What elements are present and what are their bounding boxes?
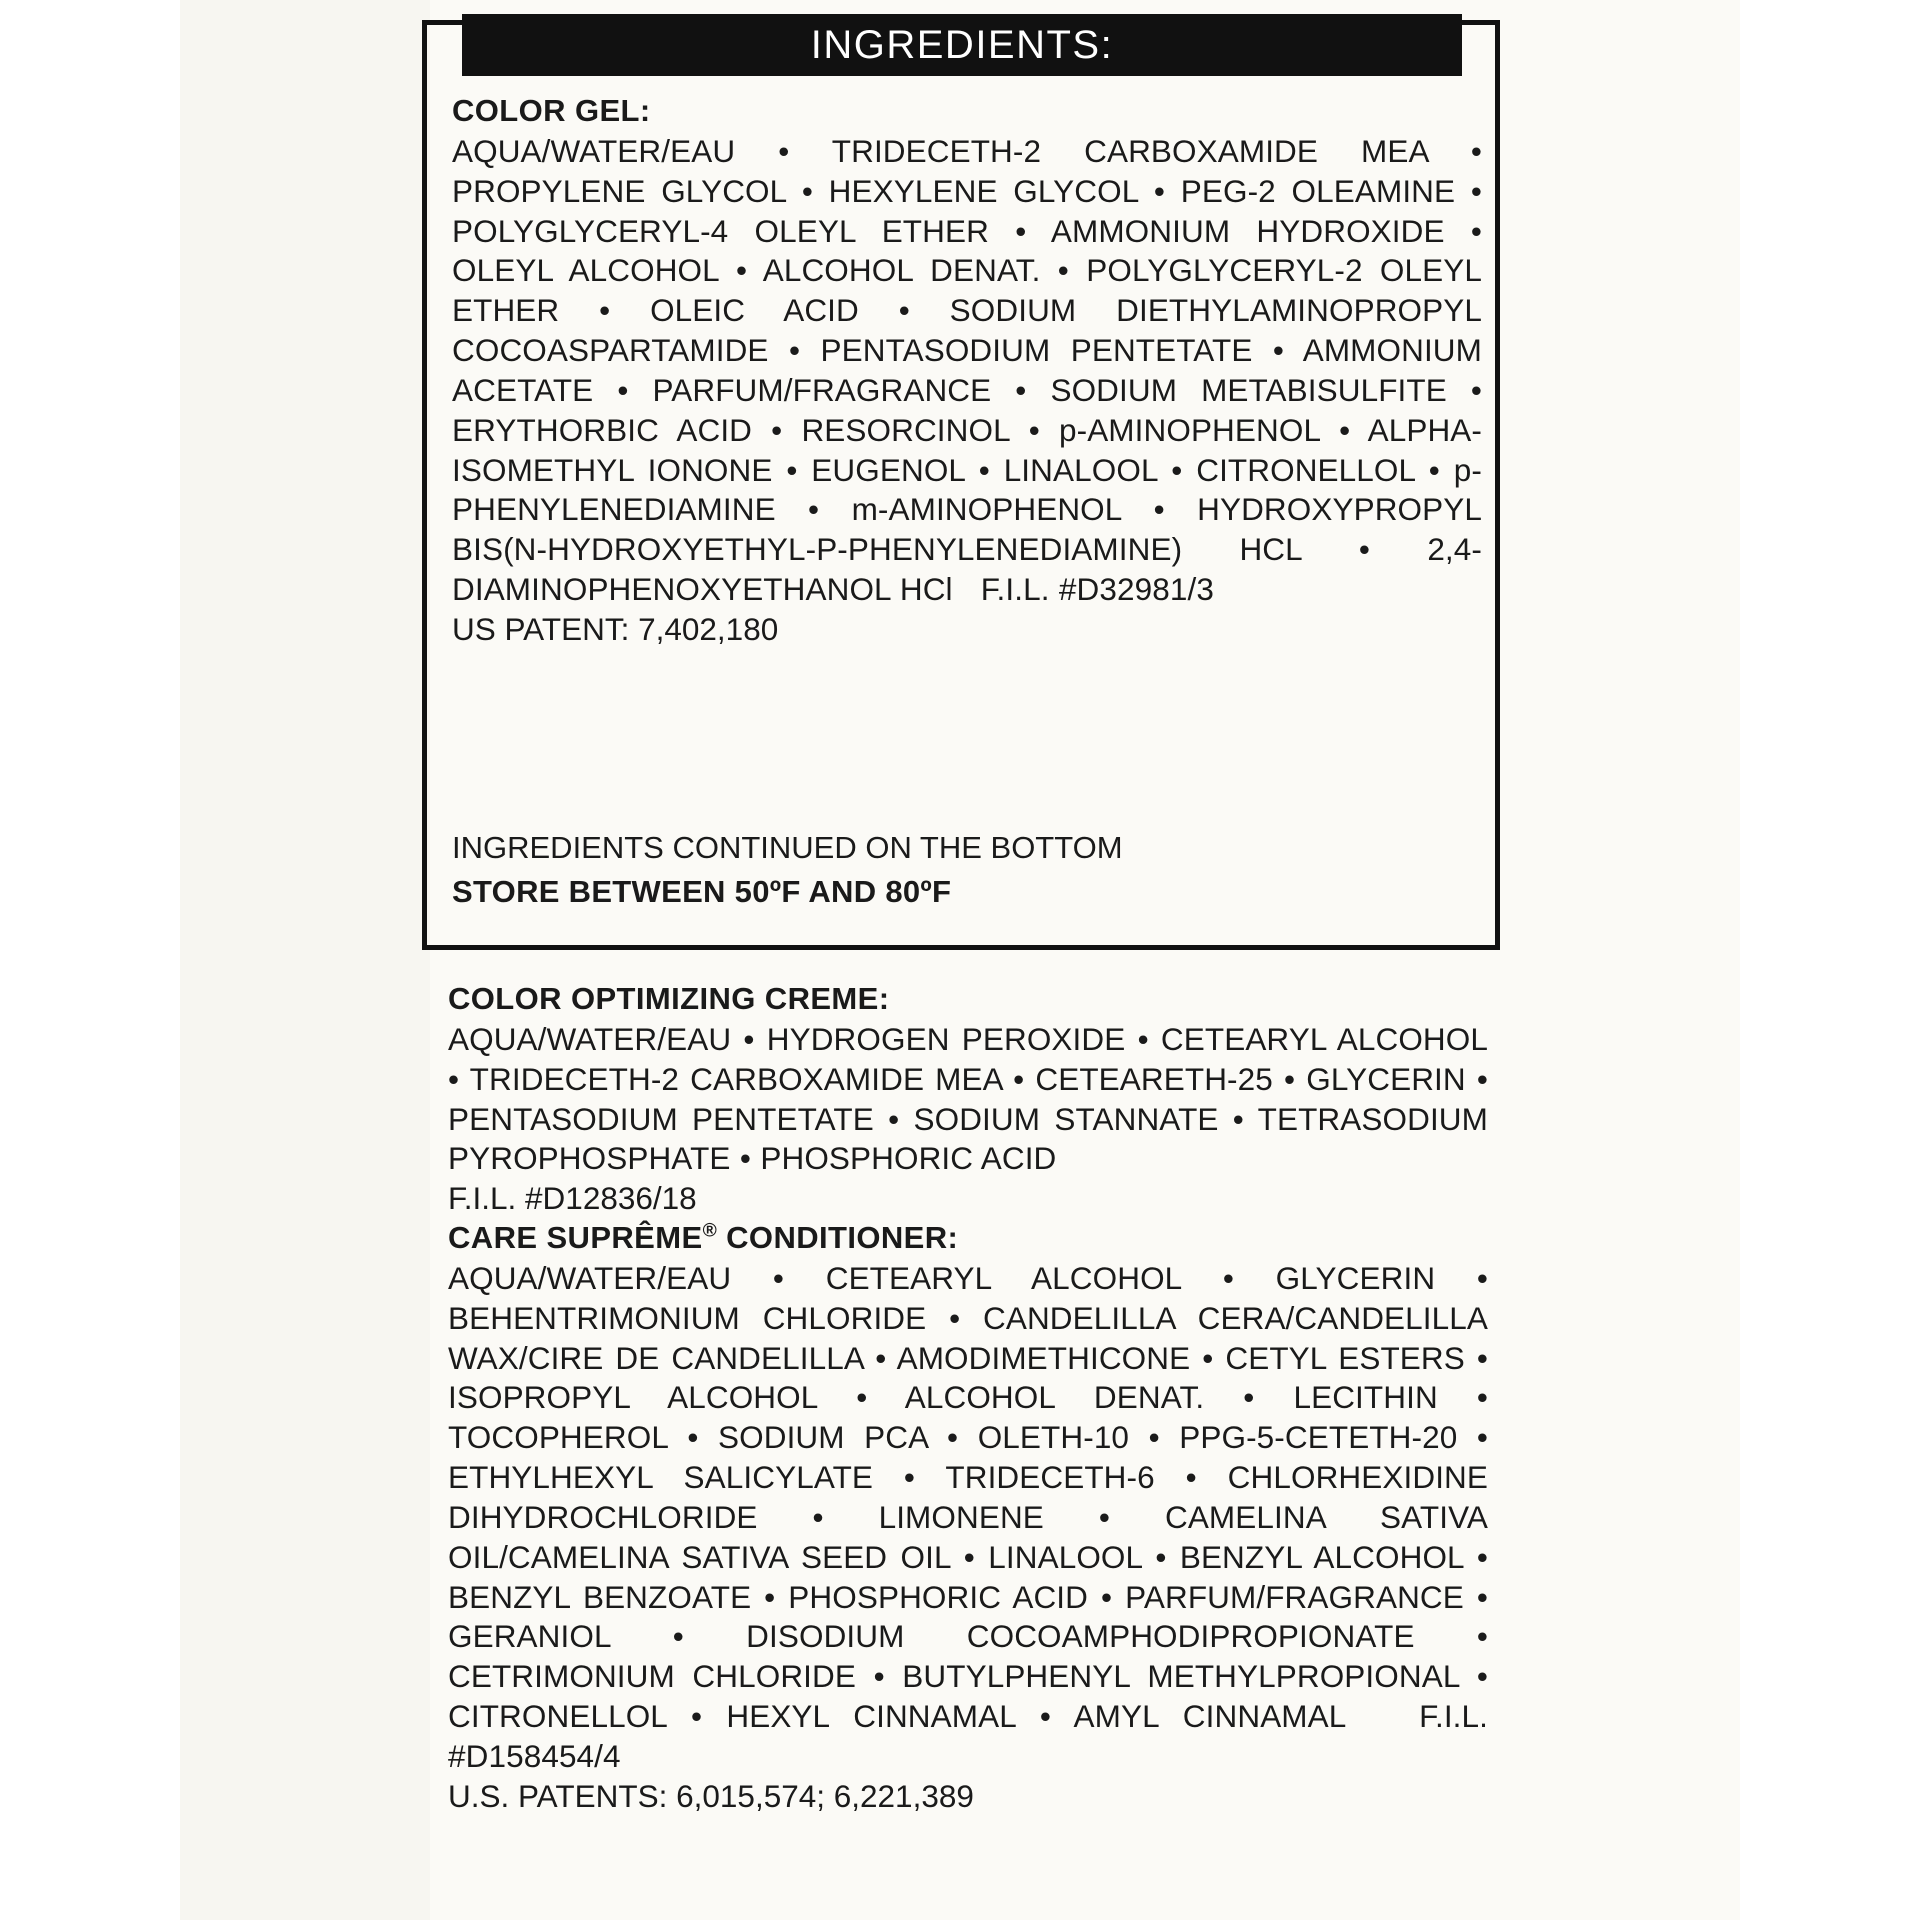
care-supreme-title-post: CONDITIONER: xyxy=(717,1220,959,1256)
storage-instruction: STORE BETWEEN 50ºF AND 80ºF xyxy=(452,874,952,909)
ingredients-panel-header xyxy=(462,14,1462,76)
color-optimizing-creme-section xyxy=(448,980,1488,1219)
ingredients-continued-note: INGREDIENTS CONTINUED ON THE BOTTOM xyxy=(452,830,1123,865)
color-optimizing-creme-ingredients: AQUA/WATER/EAU • HYDROGEN PEROXIDE • CETEARYL ALCOHOL • TRIDECETH-2 CARBOXAMIDE MEA • CETEARETH-25 • GLYCERIN • PENTASODIUM PENTETATE • SODIUM STANNATE • TETRASODIUM PYROPHOSPHATE • PHOSPHORIC ACID xyxy=(448,1020,1488,1177)
care-supreme-conditioner-section xyxy=(448,1219,1488,1817)
care-supreme-conditioner-patents: U.S. PATENTS: 6,015,574; 6,221,389 xyxy=(448,1777,974,1814)
color-gel-ingredients: AQUA/WATER/EAU • TRIDECETH-2 CARBOXAMIDE MEA • PROPYLENE GLYCOL • HEXYLENE GLYCOL • PEG-2 OLEAMINE • POLYGLYCERYL-4 OLEYL ETHER • AMMONIUM HYDROXIDE • OLEYL ALCOHOL • ALCOHOL DENAT. • POLYGLYCERYL-2 OLEYL ETHER • OLEIC ACID • SODIUM DIETHYLAMINOPROPYL COCOASPARTAMIDE • PENTASODIUM PENTETATE • AMMONIUM ACETATE • PARFUM/FRAGRANCE • SODIUM METABISULFITE • ERYTHORBIC ACID • RESORCINOL • p-AMINOPHENOL • ALPHA-ISOMETHYL IONONE • EUGENOL • LINALOOL • CITRONELLOL • p-PHENYLENEDIAMINE • m-AMINOPHENOL • HYDROXYPROPYL BIS(N-HYDROXYETHYL-P-PHENYLENEDIAMINE) HCL • 2,4-DIAMINOPHENOXYETHANOL HCl F.I.L. #D32981/3 xyxy=(452,132,1482,608)
color-gel-title: COLOR GEL: xyxy=(452,93,651,128)
care-supreme-conditioner-title xyxy=(448,1219,1488,1257)
lower-ingredients-sections xyxy=(448,980,1488,1817)
color-gel-section xyxy=(452,92,1482,650)
color-gel-patent: US PATENT: 7,402,180 xyxy=(452,610,779,647)
color-optimizing-creme-title: COLOR OPTIMIZING CREME: xyxy=(448,981,890,1016)
care-supreme-title-pre: CARE SUPRÊME xyxy=(448,1220,703,1256)
registered-trademark-icon: ® xyxy=(702,1220,718,1242)
color-optimizing-creme-fil: F.I.L. #D12836/18 xyxy=(448,1180,697,1217)
care-supreme-conditioner-ingredients: AQUA/WATER/EAU • CETEARYL ALCOHOL • GLYCERIN • BEHENTRIMONIUM CHLORIDE • CANDELILLA CERA/CANDELILLA WAX/CIRE DE CANDELILLA • AMODIMETHICONE • CETYL ESTERS • ISOPROPYL ALCOHOL • ALCOHOL DENAT. • LECITHIN • TOCOPHEROL • SODIUM PCA • OLETH-10 • PPG-5-CETETH-20 • ETHYLHEXYL SALICYLATE • TRIDECETH-6 • CHLORHEXIDINE DIHYDROCHLORIDE • LIMONENE • CAMELINA SATIVA OIL/CAMELINA SATIVA SEED OIL • LINALOOL • BENZYL ALCOHOL • BENZYL BENZOATE • PHOSPHORIC ACID • PARFUM/FRAGRANCE • GERANIOL • DISODIUM COCOAMPHODIPROPIONATE • CETRIMONIUM CHLORIDE • BUTYLPHENYL METHYLPROPIONAL • CITRONELLOL • HEXYL CINNAMAL • AMYL CINNAMAL F.I.L. #D158454/4 xyxy=(448,1259,1488,1774)
ingredients-header-label: INGREDIENTS: xyxy=(810,22,1114,67)
